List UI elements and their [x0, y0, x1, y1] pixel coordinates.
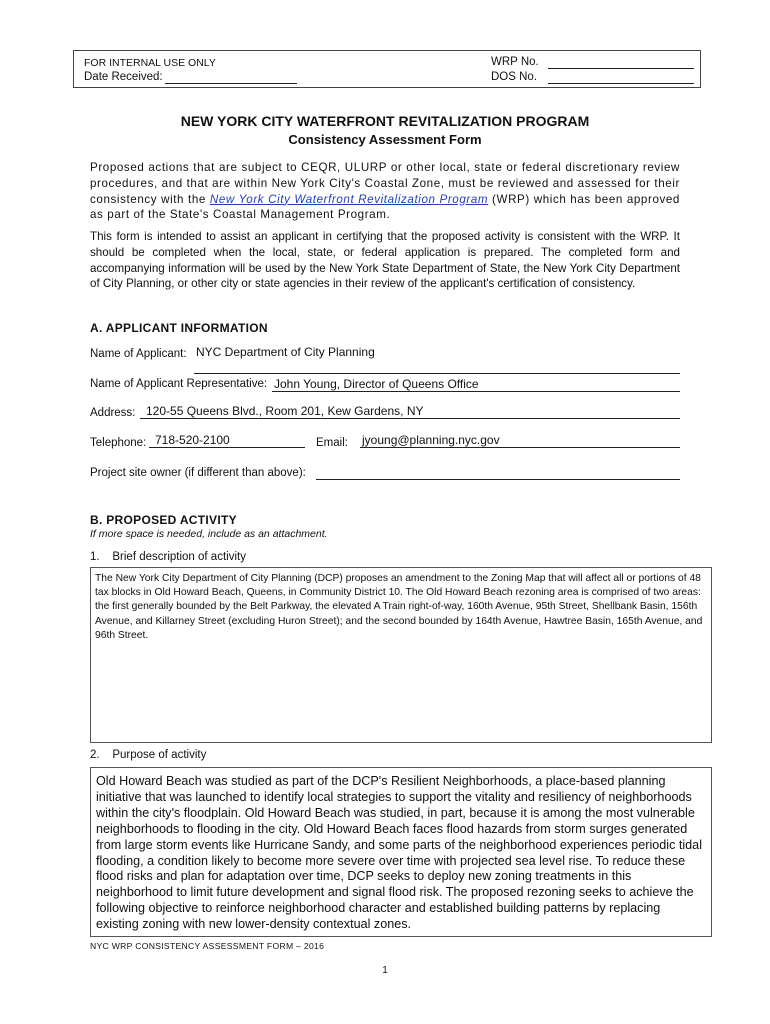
telephone-field[interactable]: [149, 433, 305, 448]
purpose-value: Old Howard Beach was studied as part of the DCP's Resilient Neighborhoods, a place-based planning initiative that was launched to identify local strategies to support the vitality and resiliency of neighborhoods within the city's floodplain. Old Howard Beach was studied, in part, because it is among the most vulnerable neighborhoods to flooding in the city. Old Howard Beach faces flood hazards from storm surges generated from large storm events like Hurricane Sandy, and some parts of the neighborhood experiences periodic tidal flooding, a condition likely to become more severe over time with projected sea level rise. To reduce these flood risks and plan for adaptation over time, DCP seeks to deploy new zoning treatments in this neighborhood to limit future development and signal flood risk. The proposed rezoning seeks to achieve the following objective to reinforce neighborhood character and established building patterns by replacing existing zoning with new lower-density contextual zones.: [96, 774, 702, 932]
section-b-note: If more space is needed, include as an attachment.: [90, 528, 328, 540]
applicant-representative-value: John Young, Director of Queens Office: [274, 377, 479, 391]
wrp-number-label: WRP No.: [491, 56, 539, 68]
section-a-heading: A. APPLICANT INFORMATION: [90, 321, 268, 335]
date-received-label: Date Received:: [84, 71, 163, 83]
email-label: Email:: [316, 437, 348, 449]
intro-text-1b: (WRP) which has been approved as part of the State's Coastal Management Program.: [90, 192, 680, 222]
intro-paragraph-2: This form is intended to assist an applicant in certifying that the proposed activity is consistent with the WRP. It should be completed when the local, state, or federal application is prepared. The completed form and accompanying information will be used by the New York State Department of State, the New York City Department of City Planning, or other city or state agencies in their review of the applicant's certification of consistency.: [90, 230, 680, 291]
brief-description-value: The New York City Department of City Planning (DCP) proposes an amendment to the Zoning Map that will affect all or portions of 48 tax blocks in Old Howard Beach, Queens, in Community District 10. The Old Howard Beach rezoning area is comprised of two areas: the first generally bounded by the Belt Parkway, the elevated A Train right-of-way, 160th Avenue, 95th Street, Shellbank Basin, 156th Avenue, and Killarney Street (excluding Huron Street); and the second bounded by 164th Avenue, Hawtree Basin, 165th Avenue, and 96th Street.: [95, 573, 703, 641]
email-value: jyoung@planning.nyc.gov: [362, 433, 500, 447]
applicant-name-label: Name of Applicant:: [90, 348, 187, 360]
telephone-label: Telephone:: [90, 437, 147, 449]
dos-number-label: DOS No.: [491, 71, 538, 83]
purpose-label: 2. Purpose of activity: [90, 749, 207, 761]
date-received-field[interactable]: [165, 83, 297, 84]
applicant-name-value: NYC Department of City Planning: [196, 345, 375, 359]
applicant-representative-label: Name of Applicant Representative:: [90, 378, 268, 390]
dos-number-field[interactable]: [548, 83, 694, 84]
address-value: 120-55 Queens Blvd., Room 201, Kew Gardens, NY: [146, 404, 424, 418]
telephone-value: 718-520-2100: [155, 433, 230, 447]
project-site-owner-label: Project site owner (if different than above):: [90, 467, 306, 479]
intro-paragraph-1: [90, 160, 680, 223]
brief-description-label: 1. Brief description of activity: [90, 551, 246, 563]
wrp-number-field[interactable]: [548, 68, 694, 69]
brief-description-field[interactable]: [90, 567, 712, 743]
project-site-owner-field[interactable]: [316, 479, 680, 480]
form-title: NEW YORK CITY WATERFRONT REVITALIZATION PROGRAM: [180, 113, 590, 129]
page-number: 1: [382, 965, 388, 976]
internal-use-label: FOR INTERNAL USE ONLY: [84, 57, 216, 69]
section-b-heading: B. PROPOSED ACTIVITY: [90, 513, 237, 527]
wrp-link[interactable]: New York City Waterfront Revitalization Program: [209, 192, 489, 206]
applicant-representative-field[interactable]: [272, 377, 680, 392]
footer-form-name: NYC WRP CONSISTENCY ASSESSMENT FORM – 2016: [90, 941, 325, 951]
address-field[interactable]: [140, 404, 680, 419]
purpose-field[interactable]: [90, 767, 712, 937]
email-field[interactable]: [360, 433, 680, 448]
applicant-name-field[interactable]: [194, 345, 680, 374]
address-label: Address:: [90, 407, 136, 419]
form-subtitle: Consistency Assessment Form: [288, 132, 482, 147]
intro-text-1a: Proposed actions that are subject to CEQR, ULURP or other local, state or federal discretionary review procedures, and that are within New York City's Coastal Zone, must be reviewed and assessed for their consistency with the: [90, 161, 680, 206]
